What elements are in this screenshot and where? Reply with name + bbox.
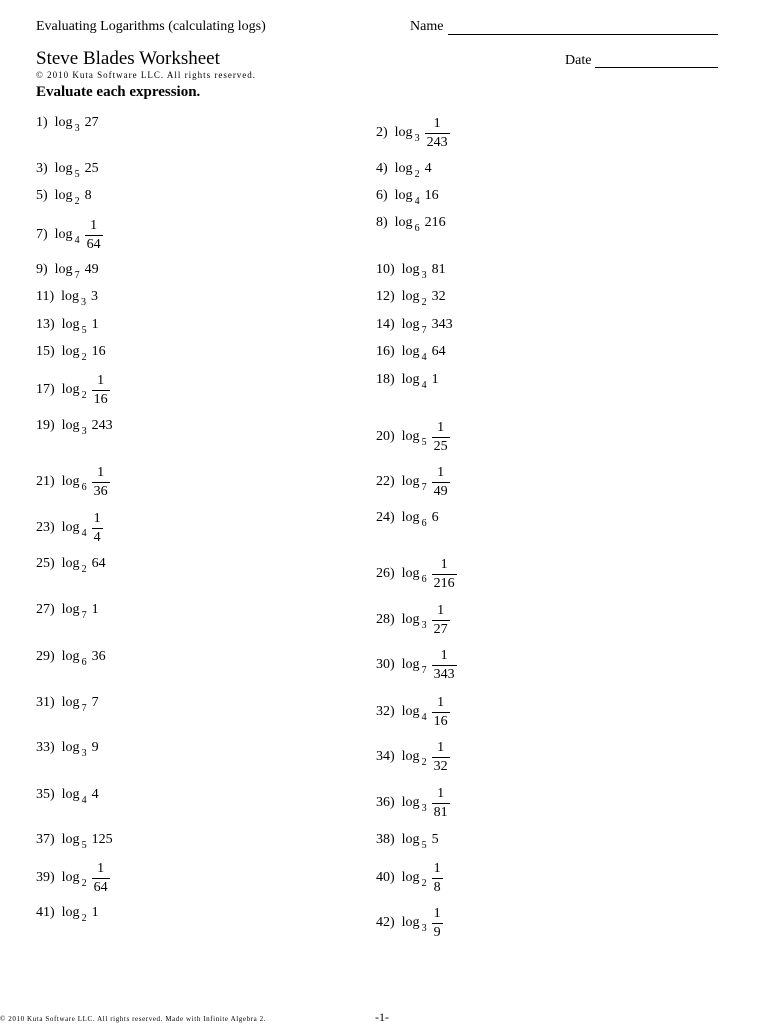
problem-number: 20)	[376, 429, 395, 444]
fraction-numerator: 1	[437, 419, 445, 435]
problem-number: 29)	[36, 649, 55, 664]
problem-number: 32)	[376, 704, 395, 719]
log-base: 6	[421, 517, 427, 529]
log-base: 7	[421, 664, 427, 676]
log-label: log	[401, 510, 420, 525]
fraction-numerator: 1	[437, 694, 445, 710]
log-label: log	[401, 795, 420, 810]
problem-number: 27)	[36, 602, 55, 617]
fraction-argument	[432, 741, 450, 774]
problem-number: 8)	[376, 215, 388, 230]
page-number: -1-	[375, 1010, 389, 1024]
problem-number: 21)	[36, 474, 55, 489]
fraction-denominator: 32	[433, 758, 448, 774]
log-base: 3	[421, 619, 427, 631]
log-label: log	[394, 215, 413, 230]
fraction-numerator: 1	[90, 217, 98, 233]
log-label: log	[54, 227, 73, 242]
problem-number: 39)	[36, 870, 55, 885]
log-label: log	[401, 566, 420, 581]
log-argument: 64	[91, 556, 106, 571]
log-base: 6	[421, 573, 427, 585]
log-argument: 32	[431, 289, 446, 304]
fraction-argument	[425, 117, 450, 150]
log-argument: 3	[91, 289, 99, 304]
problem-number: 42)	[376, 915, 395, 930]
fraction-numerator: 1	[440, 556, 448, 572]
log-argument: 64	[431, 344, 446, 359]
fraction-numerator: 1	[433, 905, 441, 921]
log-label: log	[401, 749, 420, 764]
fraction-argument	[92, 466, 110, 499]
log-argument: 1	[91, 602, 99, 617]
problem-number: 7)	[36, 227, 48, 242]
log-label: log	[61, 870, 80, 885]
log-label: log	[61, 520, 80, 535]
log-argument: 5	[431, 832, 439, 847]
log-base: 3	[74, 122, 80, 134]
name-label: Name	[410, 19, 444, 34]
problem-number: 15)	[36, 344, 55, 359]
log-label: log	[61, 832, 80, 847]
log-label: log	[61, 317, 80, 332]
fraction-denominator: 36	[93, 483, 108, 499]
fraction-denominator: 27	[433, 621, 448, 637]
fraction-argument	[432, 787, 450, 820]
log-argument: 1	[91, 905, 99, 920]
problem-number: 2)	[376, 125, 388, 140]
log-argument: 1	[431, 372, 439, 387]
fraction-denominator: 81	[433, 804, 448, 820]
log-label: log	[394, 161, 413, 176]
log-label: log	[401, 915, 420, 930]
log-label: log	[401, 429, 420, 444]
log-label: log	[61, 418, 80, 433]
log-base: 2	[81, 877, 87, 889]
log-base: 4	[81, 527, 87, 539]
fraction-denominator: 343	[433, 666, 455, 682]
fraction-numerator: 1	[437, 602, 445, 618]
log-base: 3	[81, 425, 87, 437]
log-argument: 7	[91, 695, 99, 710]
log-base: 5	[421, 436, 427, 448]
log-label: log	[401, 704, 420, 719]
problem-number: 30)	[376, 657, 395, 672]
fraction-numerator: 1	[97, 860, 105, 876]
log-base: 4	[74, 234, 80, 246]
fraction-argument	[432, 421, 450, 454]
problem-number: 18)	[376, 372, 395, 387]
fraction-denominator: 4	[93, 529, 101, 545]
problem-number: 1)	[36, 115, 48, 130]
fraction-denominator: 9	[433, 924, 441, 940]
log-base: 5	[81, 839, 87, 851]
fraction-numerator: 1	[440, 647, 448, 663]
problem-number: 26)	[376, 566, 395, 581]
log-label: log	[61, 787, 80, 802]
log-base: 3	[81, 296, 87, 308]
problem-number: 28)	[376, 612, 395, 627]
log-base: 4	[421, 351, 427, 363]
worksheet-subject: Evaluating Logarithms (calculating logs)	[36, 19, 266, 34]
problem-number: 35)	[36, 787, 55, 802]
log-label: log	[401, 317, 420, 332]
log-base: 7	[81, 609, 87, 621]
log-argument: 8	[84, 188, 92, 203]
fraction-argument	[432, 604, 450, 637]
log-label: log	[401, 657, 420, 672]
log-label: log	[54, 161, 73, 176]
log-label: log	[61, 556, 80, 571]
problem-number: 41)	[36, 905, 55, 920]
problem-number: 13)	[36, 317, 55, 332]
log-base: 3	[421, 922, 427, 934]
date-field-line[interactable]	[595, 67, 718, 68]
fraction-numerator: 1	[437, 464, 445, 480]
fraction-denominator: 25	[433, 438, 448, 454]
log-base: 6	[81, 481, 87, 493]
footer-copyright: © 2010 Kuta Software LLC. All rights reserved. Made with Infinite Algebra 2.	[0, 1015, 267, 1023]
fraction-denominator: 216	[433, 575, 455, 591]
problem-number: 10)	[376, 262, 395, 277]
problem-number: 22)	[376, 474, 395, 489]
log-base: 3	[421, 802, 427, 814]
log-base: 2	[421, 756, 427, 768]
problem-number: 14)	[376, 317, 395, 332]
log-base: 2	[81, 351, 87, 363]
log-argument: 216	[424, 215, 446, 230]
log-label: log	[61, 344, 80, 359]
log-label: log	[61, 695, 80, 710]
fraction-argument	[92, 512, 103, 545]
problem-number: 4)	[376, 161, 388, 176]
log-label: log	[61, 602, 80, 617]
problem-number: 33)	[36, 740, 55, 755]
fraction-argument	[432, 649, 457, 682]
log-base: 2	[414, 168, 420, 180]
problem-number: 9)	[36, 262, 48, 277]
log-label: log	[401, 832, 420, 847]
log-label: log	[54, 188, 73, 203]
log-base: 7	[421, 481, 427, 493]
log-base: 2	[81, 912, 87, 924]
log-label: log	[61, 649, 80, 664]
fraction-denominator: 243	[426, 134, 448, 150]
fraction-argument	[92, 374, 110, 407]
header-copyright: © 2010 Kuta Software LLC. All rights reserved.	[36, 70, 257, 80]
problem-number: 31)	[36, 695, 55, 710]
problem-number: 37)	[36, 832, 55, 847]
log-base: 4	[421, 711, 427, 723]
instructions: Evaluate each expression.	[36, 84, 201, 100]
log-label: log	[401, 262, 420, 277]
log-label: log	[61, 382, 80, 397]
problem-number: 19)	[36, 418, 55, 433]
problem-number: 25)	[36, 556, 55, 571]
problem-number: 38)	[376, 832, 395, 847]
log-argument: 4	[91, 787, 99, 802]
log-argument: 81	[431, 262, 446, 277]
log-label: log	[61, 474, 80, 489]
fraction-numerator: 1	[93, 510, 101, 526]
worksheet-title: Steve Blades Worksheet	[36, 48, 220, 69]
problem-number: 36)	[376, 795, 395, 810]
fraction-numerator: 1	[437, 739, 445, 755]
fraction-denominator: 64	[86, 236, 101, 252]
log-label: log	[401, 344, 420, 359]
log-argument: 4	[424, 161, 432, 176]
fraction-argument	[85, 219, 103, 252]
log-argument: 36	[91, 649, 106, 664]
log-label: log	[54, 262, 73, 277]
fraction-denominator: 16	[433, 713, 448, 729]
problem-number: 23)	[36, 520, 55, 535]
problem-number: 11)	[36, 289, 55, 304]
log-base: 4	[421, 379, 427, 391]
log-argument: 16	[424, 188, 439, 203]
problem-number: 5)	[36, 188, 48, 203]
name-field-line[interactable]	[448, 34, 718, 35]
log-argument: 16	[91, 344, 106, 359]
log-label: log	[401, 612, 420, 627]
log-base: 7	[81, 702, 87, 714]
log-label: log	[61, 740, 80, 755]
log-base: 2	[421, 296, 427, 308]
log-base: 6	[81, 656, 87, 668]
log-base: 3	[421, 269, 427, 281]
log-label: log	[61, 289, 80, 304]
log-argument: 343	[431, 317, 453, 332]
fraction-argument	[432, 696, 450, 729]
log-base: 7	[421, 324, 427, 336]
log-argument: 25	[84, 161, 99, 176]
log-label: log	[61, 905, 80, 920]
fraction-argument	[92, 862, 110, 895]
log-argument: 9	[91, 740, 99, 755]
log-base: 5	[81, 324, 87, 336]
fraction-denominator: 64	[93, 879, 108, 895]
log-base: 2	[81, 389, 87, 401]
problem-number: 16)	[376, 344, 395, 359]
log-label: log	[401, 289, 420, 304]
log-base: 3	[81, 747, 87, 759]
log-argument: 49	[84, 262, 99, 277]
log-label: log	[401, 474, 420, 489]
log-base: 5	[74, 168, 80, 180]
fraction-argument	[432, 466, 450, 499]
log-argument: 125	[91, 832, 113, 847]
log-base: 6	[414, 222, 420, 234]
problem-number: 17)	[36, 382, 55, 397]
log-label: log	[394, 125, 413, 140]
log-base: 2	[74, 195, 80, 207]
log-label: log	[401, 372, 420, 387]
fraction-argument	[432, 862, 443, 895]
fraction-numerator: 1	[433, 860, 441, 876]
log-argument: 243	[91, 418, 113, 433]
fraction-denominator: 49	[433, 483, 448, 499]
fraction-numerator: 1	[437, 785, 445, 801]
fraction-denominator: 8	[433, 879, 441, 895]
log-argument: 1	[91, 317, 99, 332]
fraction-denominator: 16	[93, 391, 108, 407]
problem-number: 40)	[376, 870, 395, 885]
log-label: log	[394, 188, 413, 203]
date-label: Date	[565, 53, 592, 68]
problem-number: 6)	[376, 188, 388, 203]
log-base: 7	[74, 269, 80, 281]
problem-number: 12)	[376, 289, 395, 304]
log-base: 5	[421, 839, 427, 851]
log-label: log	[401, 870, 420, 885]
log-argument: 27	[84, 115, 99, 130]
fraction-argument	[432, 907, 443, 940]
fraction-argument	[432, 558, 457, 591]
log-base: 2	[421, 877, 427, 889]
log-argument: 6	[431, 510, 439, 525]
problem-number: 34)	[376, 749, 395, 764]
log-base: 2	[81, 563, 87, 575]
log-base: 3	[414, 132, 420, 144]
log-label: log	[54, 115, 73, 130]
fraction-numerator: 1	[97, 372, 105, 388]
problem-number: 3)	[36, 161, 48, 176]
fraction-numerator: 1	[97, 464, 105, 480]
log-base: 4	[81, 794, 87, 806]
fraction-numerator: 1	[433, 115, 441, 131]
problem-number: 24)	[376, 510, 395, 525]
log-base: 4	[414, 195, 420, 207]
